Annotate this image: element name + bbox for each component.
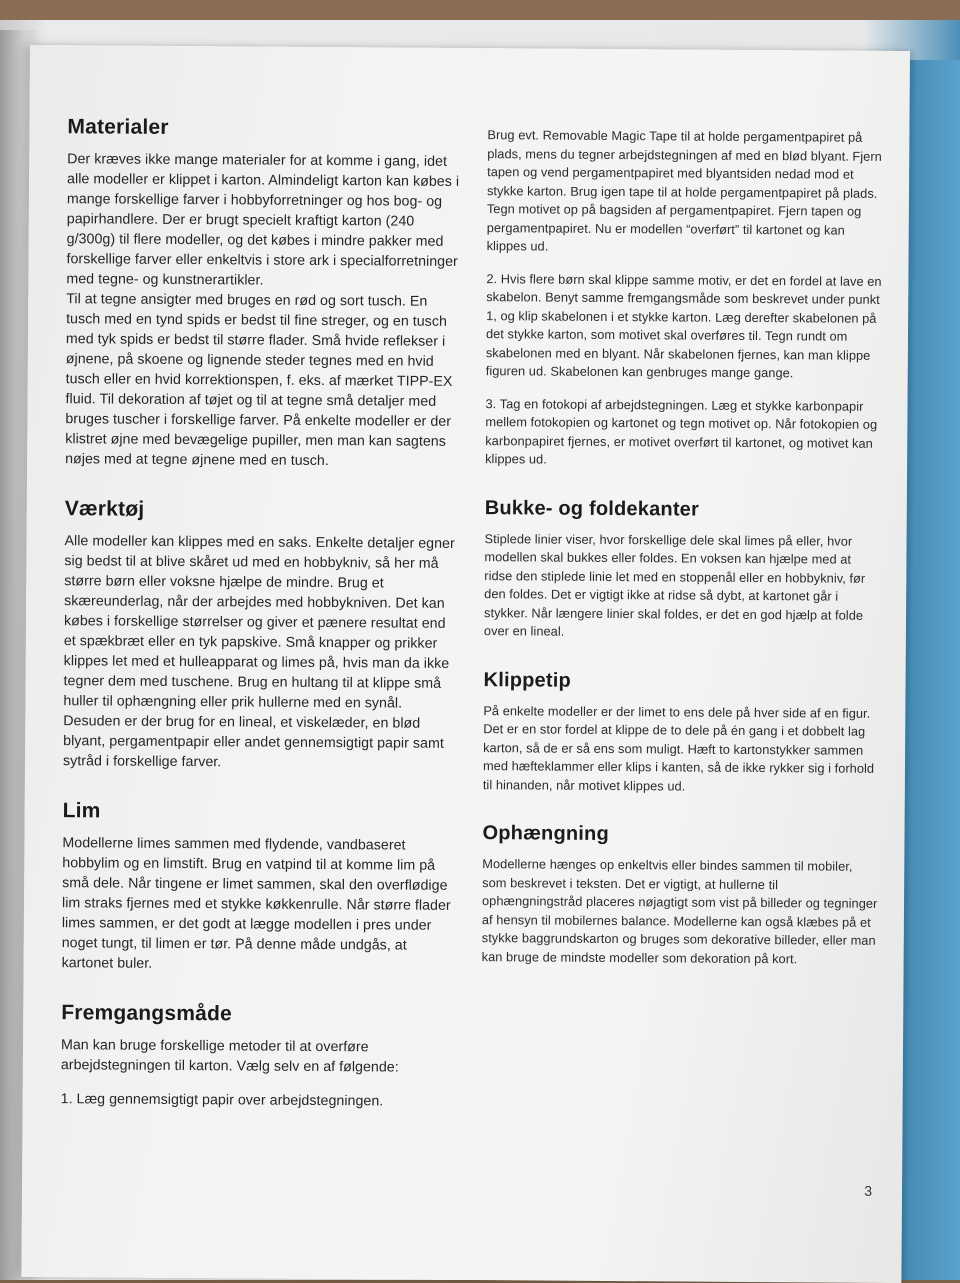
step-1-transfer: Tegn motivet op på bagsiden af pergamentpapiret. Fjern tapen og pergamentpapiret. Nu er modellen “overført” til kartonet og kan klippes ud. — [486, 201, 862, 254]
left-column — [60, 115, 459, 1140]
section-fremgangsmaade-continued — [485, 126, 883, 471]
fremgangsmaade-intro: Man kan bruge forskellige metoder til at overføre arbejdstegningen til karton. Vælg selv en af følgende: — [60, 1037, 399, 1076]
lim-paragraph: Modellerne limes sammen med flydende, vandbaseret hobbylim og en limstift. Brug en vatpind til at komme lim på små dele. Når tingene er limet sammen, skal den overflødige lim straks fjernes med et stykke køkkenrulle. Når større flader limes sammen, er det godt at lægge modellen i pres under noget tungt, til limen er tør. På denne måde undgås, at kartonet buler. — [61, 835, 451, 972]
heading-fremgangsmaade: Fremgangsmåde — [61, 1001, 232, 1026]
heading-klippetip: Klippetip — [483, 668, 572, 692]
bukke-paragraph: Stiplede linier viser, hvor forskellige dele skal limes på eller, hvor modellen skal bukkes eller foldes. En voksen kan hjælpe med at ridse den stiplede linie let med en stoppenål eller en hobbykniv, før den foldes. Det er vigtigt ikke at ridse så dybt, at kartonet går i stykker. Når længere linier skal foldes, er det en god hjælp at folde over en lineal. — [483, 530, 866, 639]
klippetip-paragraph: På enkelte modeller er der limet to ens dele på hver side af en figur. Det er en stor fordel at klippe de to dele på én gang i et dobbelt lag karton, så de er så ens som muligt. Hæft to kartonstykker sammen med hæfteklammer eller klips i kanten, så de ikke rykker sig i forhold til hinanden, når motivet klippes ud. — [482, 702, 875, 794]
page-number: 3 — [864, 1182, 873, 1199]
section-bukke — [484, 497, 881, 644]
book-page — [21, 45, 910, 1283]
step-1-continued: Brug evt. Removable Magic Tape til at holde pergamentpapiret på plads, mens du tegner arbejdstegningen af med en blød blyant. Fjern tapen og vend pergamentpapiret med blyantsiden nedad mod et stykke karton. Brug igen tape til at holde pergamentpapiret på plads. — [486, 127, 882, 201]
ophaengning-paragraph: Modellerne hænges op enkeltvis eller bindes sammen til mobiler, som beskrevet i teksten. Det er vigtigt, at hullerne til ophængningstråd placeres nøjagtigt som vist på billeder og tegninger af hensyn til mobilernes balance. Modellerne kan også klæbes på et stykke baggrundskarton og bruges som dekorative billeder, eller man kan bruge de mindste modeller som dekoration på kort. — [481, 856, 878, 966]
fremgangsmaade-step-1: 1. Læg gennemsigtigt papir over arbejdstegningen. — [60, 1091, 384, 1110]
heading-vaerktoej: Værktøj — [64, 497, 145, 521]
heading-lim: Lim — [62, 799, 101, 823]
vaerktoej-paragraph: Alle modeller kan klippes med en saks. Enkelte detaljer egner sig bedst til at blive skåret ud med en hobbykniv, så her må større børn eller voksne hjælpe de mindre. Brug et skæreunderlag, når der arbejdes med hobbykniven. Det kan købes i forskellige størrelser og giver et pænere resultat end et spækbræt eller en tyk papskive. Små knapper og prikker klippes let med et hulleapparat og limes på, hvis man da ikke tegner dem med tuschene. Brug en hultang til at klippe små huller til ophængning eller prik hullerne med en synål. Desuden er der brug for en lineal, et viskelæder, en blød blyant, pergamentpapir eller andet gennemsigtigt papir samt sytråd i forskellige farver. — [62, 533, 455, 771]
heading-bukke: Bukke- og foldekanter — [484, 496, 700, 521]
section-fremgangsmaade — [61, 1001, 454, 1112]
right-column — [481, 126, 883, 997]
fremgangsmaade-step-2: 2. Hvis flere børn skal klippe samme motiv, er det en fordel at lave en skabelon. Benyt samme fremgangsmåde som beskrevet under punkt 1, og klip skabelonen i et stykke karton. Læg derefter skabelonen på det stykke karton, som motivet skal overføres til. Tegn rundt om skabelonen med en blyant. Når skabelonen fjernes, kan man klippe figuren ud. Skabelonen kan genbruges mange gange. — [485, 270, 882, 381]
materialer-paragraph-2: Til at tegne ansigter med bruges en rød og sort tusch. En tusch med en tynd spids er bedst til fine streger, og en tusch med tyk spids er bedst til større flader. Små hvide reflekser i øjnene, på skoene og lignende steder tegnes med en hvid tusch eller en hvid korrektionspen, f. eks. af mærket TIPP-EX fluid. Til dekoration af tøjet og til at tegne små detaljer med bruges tuscher i forskellige farver. På enkelte modeller er der klistret øjne med bevægelige pupiller, men man kan sagtens nøjes med at tegne øjnene med en tusch. — [65, 291, 453, 470]
section-klippetip — [483, 669, 880, 797]
fremgangsmaade-step-3: 3. Tag en fotokopi af arbejdstegningen. Læg et stykke karbonpapir mellem fotokopien og kartonet og tegn motivet op. Når fotokopien og karbonpapiret fjernes, er motivet overført til kartonet, og motivet kan klippes ud. — [485, 395, 878, 467]
page-content — [60, 115, 888, 1110]
section-vaerktoej — [63, 497, 457, 774]
heading-ophaengning: Ophængning — [482, 822, 610, 845]
section-ophaengning — [482, 822, 879, 969]
section-materialer — [65, 115, 459, 472]
materialer-paragraph-1: Der kræves ikke mange materialer for at komme i gang, idet alle modeller er klippet i karton. Almindeligt karton kan købes i mange forskellige farver i hobbyforretninger og hos bog- og papirhandlere. Der er brugt specielt kraftigt karton (240 g/300g) til flere modeller, og det købes i mindre pakker med forskellige farver eller enkeltvis i store ark i specialforretninger med tegne- og kunstnerartikler. — [66, 151, 460, 289]
heading-materialer: Materialer — [67, 115, 169, 139]
section-lim — [62, 799, 455, 976]
